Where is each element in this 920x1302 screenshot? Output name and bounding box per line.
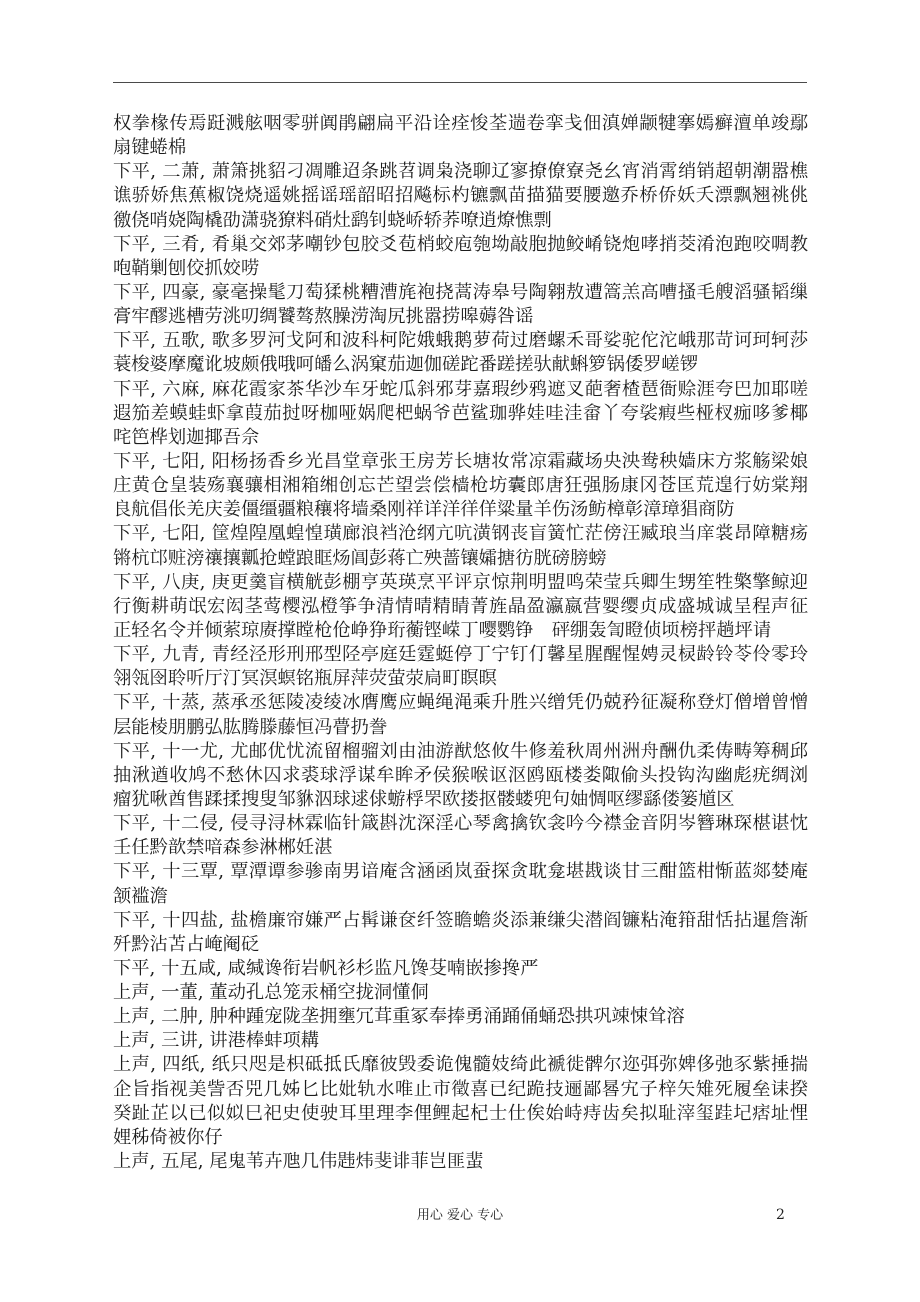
text-line: 咆鞘剿刨佼抓姣唠	[113, 257, 260, 279]
text-line: 上声, 一董, 董动孔总笼汞桶空拢洞懂侗	[113, 982, 429, 1004]
rhyme-paragraph	[113, 812, 808, 860]
rhyme-paragraph	[113, 329, 808, 377]
rhyme-paragraph	[113, 860, 808, 908]
text-line: 上声, 四纸, 纸只咫是枳砥抵氏靡彼毁委诡傀髓妓绮此褫徙髀尔迩弭弥婢侈弛豕紫捶揣	[113, 1054, 808, 1076]
text-line: 下平, 十一尤, 尤邮优忧流留榴骝刘由油游猷悠攸牛修羞秋周州洲舟酬仇柔俦畴筹稠邱	[113, 740, 808, 762]
text-line: 颔褴澹	[113, 885, 168, 907]
text-line: 行衡耕萌氓宏闳茎莺樱泓橙筝争清情晴精睛菁旌晶盈瀛嬴营婴缨贞成盛城诚呈程声征	[113, 595, 808, 617]
text-line: 权拳椽传焉跹溅舷咽零骈阗鹃翩扁平沿诠痊悛荃遄卷挛戋佃滇婵颛犍搴嫣癣澶单竣鄢	[113, 113, 808, 134]
text-line: 下平, 十三覃, 覃潭谭参骖南男谙庵含涵函岚蚕探贪耽龛堪戡谈甘三酣篮柑惭蓝郯婪庵	[113, 861, 808, 883]
text-line: 徼侥哨娆陶橇劭潇骁獠料硝灶鹞钊蛲峤轿荞嘹逍燎憔剽	[113, 209, 552, 231]
rhyme-paragraph	[113, 957, 808, 981]
text-line: 上声, 三讲, 讲港棒蚌项耩	[113, 1030, 320, 1052]
text-line: 翎瓴囹聆听厅汀冥溟螟铭瓶屏萍荧萤荥扃町瞑暝	[113, 668, 497, 690]
text-line: 谯骄娇焦蕉椒饶烧遥姚摇谣瑶韶昭招飚标杓镳飘苗描猫要腰邀乔桥侨妖夭漂飘翘祧佻	[113, 185, 808, 207]
text-line: 下平, 十二侵, 侵寻浔林霖临针箴斟沈深淫心琴禽擒钦衾吟今襟金音阴岑簪琳琛椹谌忱	[113, 813, 808, 835]
rhyme-paragraph	[113, 691, 808, 739]
text-line: 壬任黔歆禁喑森参淋郴妊湛	[113, 837, 333, 859]
rhyme-paragraph	[113, 981, 808, 1005]
text-line: 下平, 七阳, 筐煌隍凰蝗惶璜廊浪裆沧纲亢吭潢钢丧盲簧忙茫傍汪臧琅当庠裳昂障糖疡	[113, 523, 808, 545]
rhyme-paragraph	[113, 112, 808, 160]
text-line: 下平, 四豪, 豪毫操髦刀萄猱桃糟漕旄袍挠蒿涛皋号陶翱敖遭篙羔高嘈搔毛艘滔骚韬缫	[113, 281, 808, 303]
text-line: 上声, 二肿, 肿种踵宠陇垄拥壅冗茸重冢奉捧勇涌踊俑蛹恐拱巩竦悚耸溶	[113, 1006, 685, 1028]
text-line: 下平, 十五咸, 咸缄谗衔岩帆衫杉监凡馋芟喃嵌掺搀严	[113, 957, 539, 979]
text-line: 下平, 二萧, 萧箫挑貂刁凋雕迢条跳苕调枭浇聊辽寥撩僚寮尧幺宵消霄绡销超朝潮嚣樵	[113, 161, 808, 183]
text-line: 下平, 七阳, 阳杨扬香乡光昌堂章张王房芳长塘妆常凉霜藏场央泱鸯秧嫱床方浆觞梁娘	[113, 450, 808, 472]
rhyme-paragraph	[113, 450, 808, 522]
text-line: 庄黄仓皇装殇襄骧相湘箱缃创忘芒望尝偿樯枪坊囊郎唐狂强肠康冈苍匡荒遑行妨棠翔	[113, 475, 808, 497]
rhyme-paragraph	[113, 1029, 808, 1053]
text-line: 良航倡伥羌庆姜僵缰疆粮穰将墙桑刚祥详洋徉佯粱量羊伤汤鲂樟彰漳璋猖商防	[113, 499, 735, 521]
page-number: 2	[776, 1207, 785, 1223]
text-line: 膏牢醪逃槽劳洮叨绸饕骜熬臊涝淘尻挑嚣捞嗥薅咎谣	[113, 306, 534, 328]
text-line: 娌秭倚被你仔	[113, 1126, 223, 1148]
header-divider	[113, 82, 807, 83]
text-line: 癸趾芷以已似姒巳祀史使驶耳里理李俚鲤起杞士仕俟始峙痔齿矣拟耻滓玺跬圮痞址悝	[113, 1102, 808, 1124]
rhyme-paragraph	[113, 571, 808, 643]
text-line: 瘤犹啾酋售蹂揉搜叟邹貅泅球逑俅蝣桴罘欧搂抠髅蝼兜句妯惆呕缪繇偻篓馗区	[113, 788, 735, 810]
text-line: 正轻名令并倾萦琼赓撑瞠枪伧峥狰珩蘅铿嵘丁嘤鹦铮 砰绷轰訇瞪侦顷榜抨趟坪请	[113, 619, 772, 641]
rhyme-paragraph	[113, 522, 808, 570]
rhyme-paragraph	[113, 740, 808, 812]
text-line: 下平, 十蒸, 蒸承丞惩陵凌绫冰膺鹰应蝇绳渑乘升胜兴缯凭仍兢矜征凝称登灯僧增曾憎	[113, 692, 808, 714]
rhyme-paragraph	[113, 233, 808, 281]
text-line: 抽湫遒收鸠不愁休囚求裘球浮谋牟眸矛侯猴喉讴沤鸥瓯楼娄陬偷头投钩沟幽彪疣绸浏	[113, 764, 808, 786]
text-line: 上声, 五尾, 尾鬼苇卉虺几伟韪炜斐诽菲岂匪蜚	[113, 1151, 484, 1173]
rhyme-paragraph	[113, 643, 808, 691]
text-line: 咤笆桦划迦揶吾佘	[113, 426, 260, 448]
text-line: 下平, 九青, 青经泾形刑邢型陉亭庭廷霆蜓停丁宁钉仃馨星腥醒惺娉灵棂龄铃苓伶零玲	[113, 644, 808, 666]
document-body	[113, 112, 808, 1174]
text-line: 蓑梭婆摩魔讹坡颇俄哦呵皤么涡窠茄迦伽磋跎番蹉搓驮献蝌箩锅倭罗嵯锣	[113, 354, 698, 376]
text-line: 扇键蜷棉	[113, 137, 187, 159]
text-line: 企旨指视美訾否兕几姊匕比妣轨水唯止市徵喜已纪跪技逦鄙晷宄子梓矢雉死履垒诔揆	[113, 1078, 808, 1100]
text-line: 锵杭邙赃滂禳攘瓤抢螳踉眶炀阊彭蒋亡殃蔷镶孀搪彷胱磅膀螃	[113, 547, 607, 569]
text-line: 遐笳差蟆蛙虾拿葭茄挝呀枷哑娲爬杷蜗爷芭鲨珈骅娃哇洼畲丫夸裟瘕些桠杈痂哆爹椰	[113, 402, 808, 424]
text-line: 下平, 六麻, 麻花霞家茶华沙车牙蛇瓜斜邪芽嘉瑕纱鸦遮叉葩奢楂琶衙赊涯夸巴加耶嗟	[113, 378, 808, 400]
text-line: 层能棱朋鹏弘肱腾滕藤恒冯瞢扔誊	[113, 716, 388, 738]
text-line: 下平, 三肴, 肴巢交郊茅嘲钞包胶爻苞梢蛟庖匏坳敲胞抛鲛崤铙炮哮捎茭淆泡跑咬啁教	[113, 233, 808, 255]
rhyme-paragraph	[113, 160, 808, 232]
text-line: 下平, 八庚, 庚更羹盲横觥彭棚亨英瑛烹平评京惊荆明盟鸣荣莹兵卿生甥笙牲檠擎鲸迎	[113, 571, 808, 593]
rhyme-paragraph	[113, 378, 808, 450]
footer-motto: 用心 爱心 专心	[416, 1208, 504, 1223]
rhyme-paragraph	[113, 1053, 808, 1150]
text-line: 下平, 五歌, 歌多罗河戈阿和波科柯陀娥蛾鹅萝荷过磨螺禾哥娑驼佗沱峨那苛诃珂轲莎	[113, 330, 808, 352]
text-line: 下平, 十四盐, 盐檐廉帘嫌严占髯谦奁纤签瞻蟾炎添兼缣尖潜阎镰粘淹箝甜恬拈暹詹渐	[113, 909, 808, 931]
rhyme-paragraph	[113, 281, 808, 329]
rhyme-paragraph	[113, 1005, 808, 1029]
rhyme-paragraph	[113, 909, 808, 957]
text-line: 歼黔沾苫占崦阉砭	[113, 933, 260, 955]
rhyme-paragraph	[113, 1150, 808, 1174]
